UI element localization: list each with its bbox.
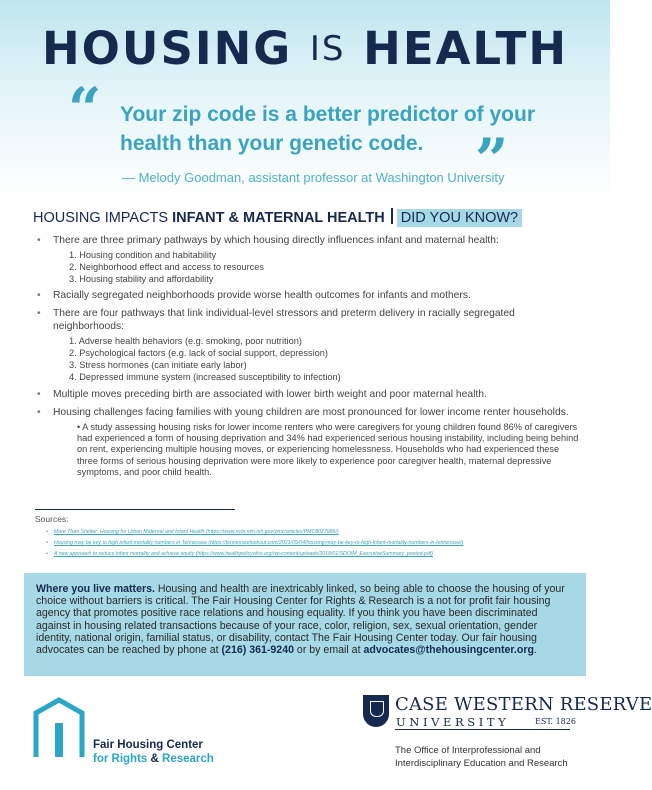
list-item: • There are three primary pathways by which housing directly influences infant and maternal health: bbox=[35, 234, 580, 247]
callout-phone: (216) 361-9240 bbox=[221, 644, 294, 657]
fair-housing-rights: for Rights bbox=[93, 753, 148, 765]
list-item: • Housing challenges facing families with young children are most pronounced for lower income renter households. bbox=[35, 406, 580, 419]
sub-list-item: 3. Stress hormones (can initiate early labor) bbox=[69, 359, 247, 370]
cwru-office-text bbox=[395, 744, 568, 770]
sources-divider bbox=[35, 509, 235, 510]
section-heading bbox=[33, 208, 522, 228]
callout-box bbox=[24, 573, 586, 676]
fair-housing-name-line1: Fair Housing Center bbox=[93, 739, 203, 751]
cwru-office-line2: Interdisciplinary Education and Research bbox=[395, 758, 568, 769]
quote-attribution: — Melody Goodman, assistant professor at Washington University bbox=[122, 170, 505, 185]
source-link[interactable]: • Housing may be key to high infant mortality numbers in Tennessee (https://tennesseelookout.com/2021/05/04/housing-may-be-key-to-high-infant-mortality-numbers-in-tennessee/) bbox=[46, 538, 591, 549]
title-word-is: IS bbox=[309, 29, 346, 69]
sub-list-item: 4. Depressed immune system (increased susceptibility to infection) bbox=[69, 371, 341, 382]
page-title bbox=[0, 22, 610, 75]
list-item: • Racially segregated neighborhoods provide worse health outcomes for infants and mothers. bbox=[35, 289, 580, 302]
open-quote-icon: “ bbox=[68, 75, 102, 143]
title-word-housing: HOUSING bbox=[42, 22, 293, 75]
list-item: • There are four pathways that link individual-level stressors and preterm delivery in racially segregated neighborhoods: bbox=[35, 307, 580, 333]
callout-text-end: . bbox=[533, 644, 537, 657]
fair-housing-research: Research bbox=[162, 753, 214, 765]
close-quote-icon: ” bbox=[475, 126, 509, 194]
fair-housing-name-line2 bbox=[93, 752, 214, 766]
sub-list-item: 2. Psychological factors (e.g. lack of social support, depression) bbox=[69, 348, 328, 359]
fair-housing-house-icon bbox=[33, 697, 85, 759]
heading-divider bbox=[391, 208, 393, 224]
callout-text: Housing and health are inextricably linked, so being able to choose the housing of your choice without barriers is critical. The Fair Housing Center for Rights & Research is a not for profit fair housing agency that promotes positive race relations and housing equality. If you think you have been discriminated against in housing related transactions because of your race, color, religion, sex, sexual orientation, gender identity, national origin, familial status, or disability, contact The Fair Housing Center today. Our fair housing advocates can be reached by phone at bbox=[36, 583, 565, 657]
fair-housing-logo-text bbox=[93, 738, 214, 766]
sub-list-item: 1. Adverse health behaviors (e.g. smoking, poor nutrition) bbox=[69, 336, 302, 347]
sub-list-paragraph: • A study assessing housing risks for lower income renters who were caregivers for young children found 86% of caregivers had experienced a form of housing deprivation and 34% had experienced serious housing instability, including being behind on rent, experiencing multiple housing moves, or experiencing homelessness. Households who had experienced these three forms of serious housing deprivation were more likely to experience poor caregiver health, maternal depressive symptoms, and poor child health. bbox=[77, 421, 579, 478]
cwru-logo-rule bbox=[395, 729, 570, 730]
sources-list bbox=[46, 527, 591, 560]
cwru-logo-university: UNIVERSITY bbox=[396, 715, 510, 729]
callout-text-mid: or by email at bbox=[293, 644, 364, 657]
section-heading-regular: HOUSING IMPACTS bbox=[33, 210, 173, 226]
list-item: • Multiple moves preceding birth are associated with lower birth weight and poor maternal health. bbox=[35, 388, 580, 401]
source-link[interactable]: • A new approach to reduce infant mortality and achieve equity (https://www.healthpolicyohio.org/wp-content/uploads/2018/01/SDOIM_ExecutiveSummary_posted.pdf) bbox=[46, 549, 591, 560]
cwru-logo-name: CASE WESTERN RESERVE bbox=[395, 694, 652, 715]
sub-list-item: 1. Housing condition and habitability bbox=[69, 250, 217, 260]
source-link[interactable]: • More Than Shelter: Housing for Urban Maternal and Infant Health (https://www.ncbi.nlm.nih.gov/pmc/articles/PMC8027986/) bbox=[46, 527, 591, 538]
did-you-know-badge: DID YOU KNOW? bbox=[397, 209, 522, 227]
section-heading-bold: INFANT & MATERNAL HEALTH bbox=[172, 210, 385, 226]
cwru-logo-est: EST. 1826 bbox=[535, 717, 576, 726]
pull-quote: Your zip code is a better predictor of your health than your genetic code. bbox=[120, 103, 536, 155]
callout-email[interactable]: advocates@thehousingcenter.org bbox=[363, 644, 534, 657]
callout-lead: Where you live matters. bbox=[36, 583, 155, 595]
sub-list-item: 2. Neighborhood effect and access to resources bbox=[69, 261, 264, 272]
sub-list-item: 3. Housing stability and affordability bbox=[69, 273, 214, 284]
cwru-shield-icon bbox=[363, 695, 389, 727]
cwru-office-line1: The Office of Interprofessional and bbox=[395, 745, 541, 756]
fair-housing-amp: & bbox=[147, 753, 163, 765]
bullet-list bbox=[35, 234, 580, 483]
title-word-health: HEALTH bbox=[363, 22, 568, 75]
sources-title: Sources: bbox=[35, 514, 69, 524]
